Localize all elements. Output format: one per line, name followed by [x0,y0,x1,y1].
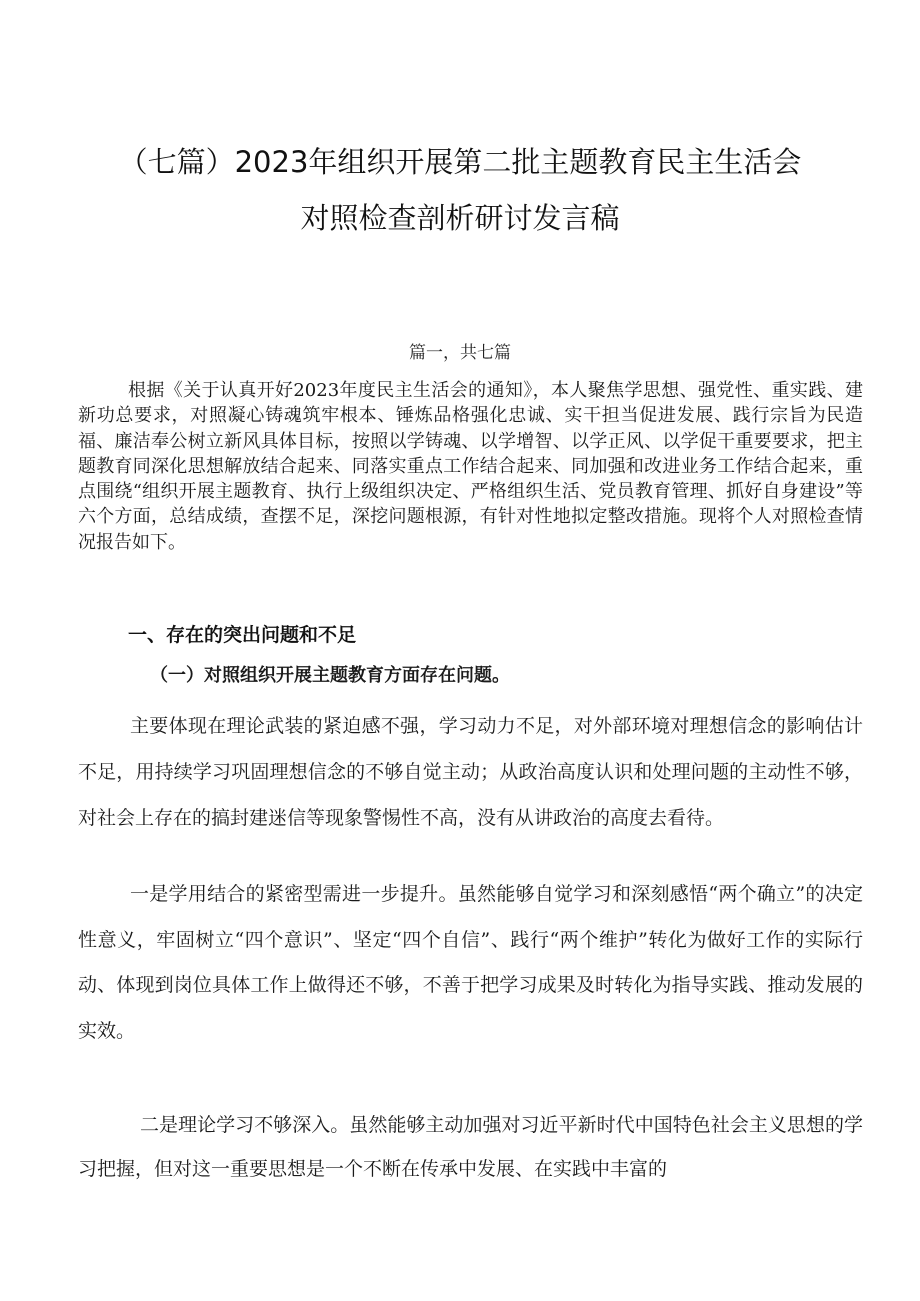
document-subtitle: 篇一，共七篇 [409,343,511,363]
document-title-line2: 对照检查剖析研讨发言稿 [300,201,620,235]
subsection-heading: （一）对照组织开展主题教育方面存在问题。 [150,665,510,686]
intro-paragraph: 根据《关于认真开好2023年度民主生活会的通知》，本人聚焦学思想、强党性、重实践、建新功总要求，对照凝心铸魂筑牢根本、锤炼品格强化忠诚、实干担当促进发展、践行宗旨为民造福、廉洁奉公树立新风具体目标，按照以学铸魂、以学增智、以学正风、以学促干重要要求，把主题教育同深化思想解放结合起来、同落实重点工作结合起来、同加强和改进业务工作结合起来，重点围绕“组织开展主题教育、执行上级组织决定、严格组织生活、党员教育管理、抓好自身建设”等六个方面，总结成绩，查摆不足，深挖问题根源，有针对性地拟定整改措施。现将个人对照检查情况报告如下。 [78,380,863,553]
section-heading: 一、存在的突出问题和不足 [128,624,357,646]
body-paragraph-two: 二是理论学习不够深入。虽然能够主动加强对习近平新时代中国特色社会主义思想的学习把握，但对这一重要思想是一个不断在传承中发展、在实践中丰富的 [78,1114,863,1180]
body-paragraph-main: 主要体现在理论武装的紧迫感不强，学习动力不足，对外部环境对理想信念的影响估计不足，用持续学习巩固理想信念的不够自觉主动；从政治高度认识和处理问题的主动性不够，对社会上存在的搞封建迷信等现象警惕性不高，没有从讲政治的高度去看待。 [78,715,863,829]
body-paragraph-one: 一是学用结合的紧密型需进一步提升。虽然能够自觉学习和深刻感悟“两个确立”的决定性意义，牢固树立“四个意识”、坚定“四个自信”、践行“两个维护”转化为做好工作的实际行动、体现到岗位具体工作上做得还不够，不善于把学习成果及时转化为指导实践、推动发展的实效。 [78,883,863,1042]
document-title-line1: （七篇）2023年组织开展第二批主题教育民主生活会 [118,145,802,179]
